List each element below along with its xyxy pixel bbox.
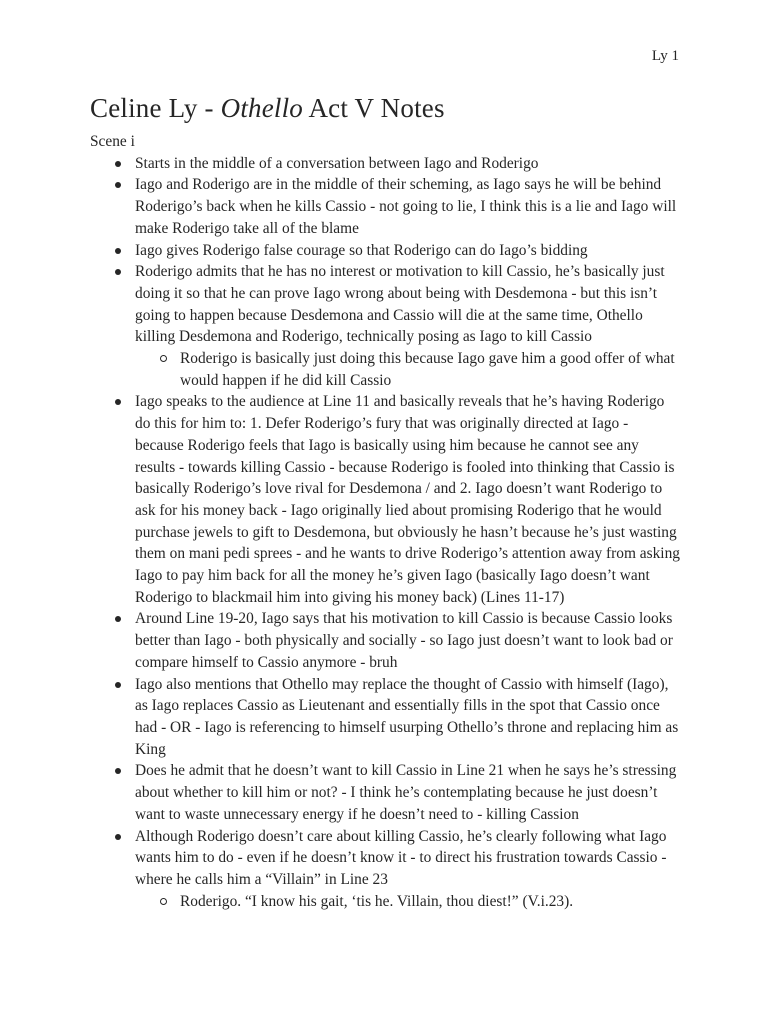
title-prefix: Celine Ly - [90, 93, 221, 123]
sub-list-item-text: Roderigo is basically just doing this because Iago gave him a good offer of what would happen if he did kill Cassio [180, 350, 675, 389]
sub-list [135, 891, 680, 913]
sub-list-item-text: Roderigo. “I know his gait, ‘tis he. Villain, thou diest!” (V.i.23). [180, 892, 574, 910]
list-item-text: Starts in the middle of a conversation between Iago and Roderigo [135, 154, 539, 172]
list-item-text: Iago and Roderigo are in the middle of their scheming, as Iago says he will be behind Roderigo’s back when he kills Cassio - not going to lie, I think this is a lie and Iago will make Roderigo take all of the blame [135, 176, 677, 237]
title-play-name: Othello [220, 93, 304, 123]
bullet-dot-icon [115, 682, 121, 688]
list-item [90, 674, 680, 761]
bullet-dot-icon [115, 616, 121, 622]
list-item-text: Iago gives Roderigo false courage so that Roderigo can do Iago’s bidding [135, 241, 588, 259]
page-number: Ly 1 [651, 48, 679, 64]
bullet-dot-icon [115, 248, 121, 254]
sub-list [135, 348, 680, 391]
bullet-circle-icon [160, 898, 167, 905]
bullet-dot-icon [115, 269, 121, 275]
page-title [90, 93, 445, 124]
list-item-text: Around Line 19-20, Iago says that his motivation to kill Cassio is because Cassio looks better than Iago - both physically and socially - so Iago just doesn’t want to look bad or compare himself to Cassio anymore - bruh [135, 610, 673, 671]
list-item [90, 608, 680, 673]
list-item-text: Does he admit that he doesn’t want to kill Cassio in Line 21 when he says he’s stressing about whether to kill him or not? - I think he’s contemplating because he just doesn’t want to waste unnecessary energy if he doesn’t need to - killing Cassion [135, 762, 677, 823]
bullet-list [90, 153, 680, 913]
list-item [90, 153, 680, 175]
list-item-text: Roderigo admits that he has no interest or motivation to kill Cassio, he’s basically just doing it so that he can prove Iago wrong about being with Desdemona - but this isn’t going to happen because Desdemona and Cassio will die at the same time, Othello killing Desdemona and Roderigo, technically posing as Iago to kill Cassio [135, 263, 665, 346]
list-item [90, 826, 680, 913]
notes-body [90, 131, 680, 912]
bullet-circle-icon [160, 355, 167, 362]
bullet-dot-icon [115, 182, 121, 188]
bullet-dot-icon [115, 399, 121, 405]
list-item-text: Iago also mentions that Othello may replace the thought of Cassio with himself (Iago), as Iago replaces Cassio as Lieutenant and essentially fills in the spot that Cassio once had - OR - Iago is referencing to himself usurping Othello’s throne and replacing him as King [135, 675, 679, 758]
sub-list-item [135, 348, 680, 391]
bullet-dot-icon [115, 161, 121, 167]
scene-heading: Scene i [90, 133, 135, 150]
list-item-text: Although Roderigo doesn’t care about killing Cassio, he’s clearly following what Iago wants him to do - even if he doesn’t know it - to direct his frustration towards Cassio - where he calls him a “Villain” in Line 23 [135, 827, 667, 888]
sub-list-item [135, 891, 680, 913]
list-item [90, 261, 680, 391]
bullet-dot-icon [115, 834, 121, 840]
list-item [90, 240, 680, 262]
bullet-dot-icon [115, 768, 121, 774]
list-item-text: Iago speaks to the audience at Line 11 and basically reveals that he’s having Roderigo do this for him to: 1. Defer Roderigo’s fury that was originally directed at Iago - because Roderigo feels that Iago is basically using him because he cannot see any results - towards killing Cassio - because Roderigo is fooled into thinking that Cassio is basically Roderigo’s love rival for Desdemona / and 2. Iago doesn’t want Roderigo to ask for his money back - Iago originally lied about promising Roderigo that he would purchase jewels to gift to Desdemona, but obviously he hasn’t because he’s just wasting them on mani pedi sprees - and he wants to drive Roderigo’s attention away from asking Iago to pay him back for all the money he’s given Iago (basically Iago doesn’t want Roderigo to blackmail him into giving his money back) (Lines 11-17) [135, 393, 680, 606]
list-item [90, 174, 680, 239]
list-item [90, 391, 680, 608]
title-suffix: Act V Notes [303, 93, 445, 123]
list-item [90, 760, 680, 825]
